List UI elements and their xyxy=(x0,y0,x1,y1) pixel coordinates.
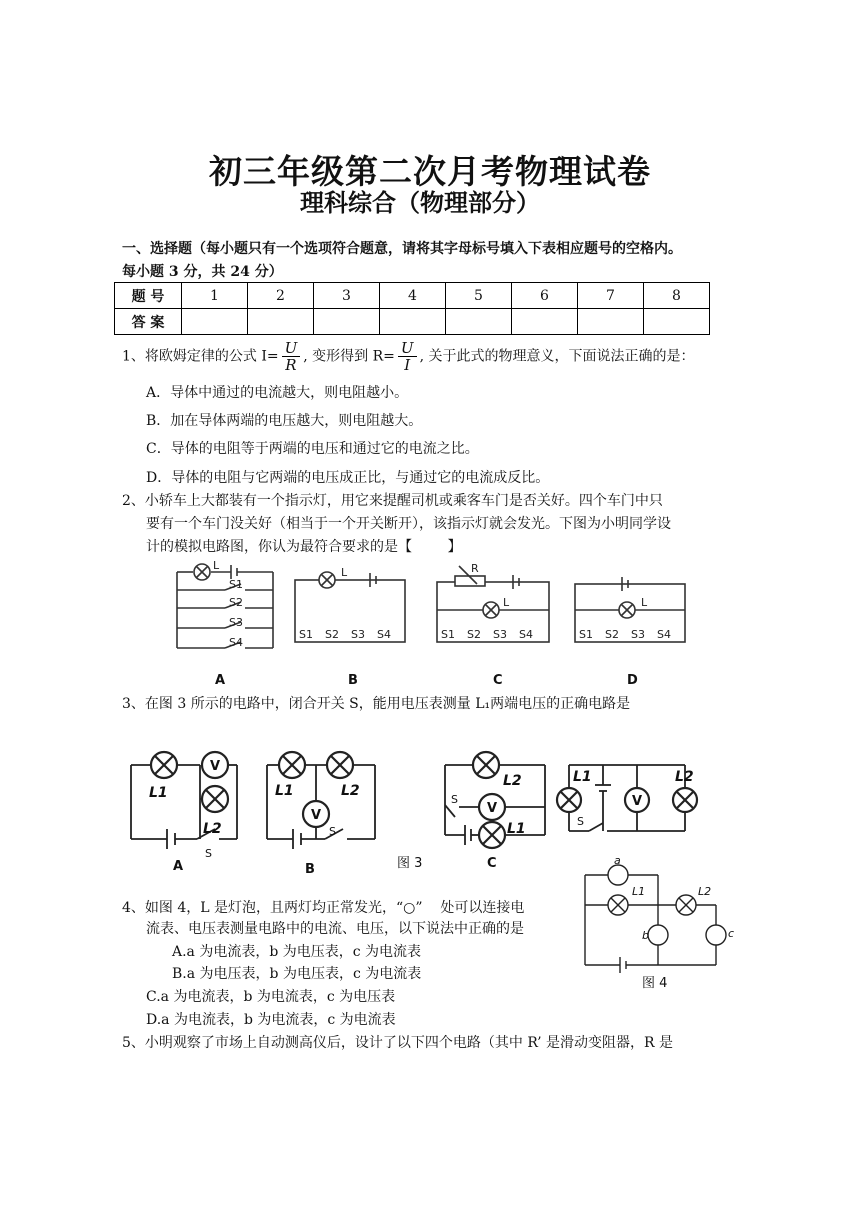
lamp-l1-label: L1 xyxy=(149,785,168,801)
switch-label: S1 xyxy=(441,628,455,641)
voltmeter-label: V xyxy=(486,801,498,816)
page-subtitle: 理科综合（物理部分） xyxy=(300,188,540,217)
section-heading-line1: 一、选择题（每小题只有一个选项符合题意，请将其字母标号填入下表相应题号的空格内。 xyxy=(122,241,682,257)
q1-suffix: , 关于此式的物理意义，下面说法正确的是： xyxy=(419,348,695,365)
q4-option-c: C.a 为电流表，b 为电流表，c 为电压表 xyxy=(146,989,396,1005)
lamp-icon xyxy=(151,752,177,778)
q1-middle: , 变形得到 R= xyxy=(303,348,395,365)
answer-cell-4[interactable] xyxy=(380,309,446,335)
answer-cell-1[interactable] xyxy=(182,309,248,335)
fraction-numerator: U xyxy=(282,340,301,357)
lamp-icon xyxy=(327,752,353,778)
figure-label-a: A xyxy=(215,673,226,688)
lamp-l2-label: L2 xyxy=(203,821,222,837)
q2-circuit-figure xyxy=(165,560,705,690)
answer-cell-7[interactable] xyxy=(578,309,644,335)
switch-label: S4 xyxy=(229,636,243,649)
lamp-l1-icon xyxy=(608,895,628,915)
answer-cell-8[interactable] xyxy=(644,309,710,335)
switch-label: S3 xyxy=(351,628,365,641)
lamp-icon xyxy=(479,822,505,848)
switch-label: S2 xyxy=(605,628,619,641)
meter-b-icon xyxy=(648,925,668,945)
switch-label: S1 xyxy=(229,578,243,591)
fraction-denominator: I xyxy=(404,356,411,374)
answer-cell-6[interactable] xyxy=(512,309,578,335)
switch-label: S1 xyxy=(299,628,313,641)
answer-table-answer-row xyxy=(115,309,710,335)
figure-label-b: B xyxy=(348,673,358,688)
meter-c-label: c xyxy=(728,927,735,940)
answer-cell-5[interactable] xyxy=(446,309,512,335)
q2-line2: 要有一个车门没关好（相当于一个开关断开），该指示灯就会发光。下图为小明同学设 xyxy=(146,516,671,532)
figure-4 xyxy=(580,855,740,995)
switch-label: S1 xyxy=(579,628,593,641)
switch-label: S3 xyxy=(631,628,645,641)
figure-4-caption: 图 4 xyxy=(642,976,668,991)
table-cell: 4 xyxy=(380,283,446,309)
lamp-l1-label: L1 xyxy=(507,821,526,837)
section-heading xyxy=(122,238,842,284)
switch-label: S xyxy=(577,815,584,828)
table-cell: 5 xyxy=(446,283,512,309)
table-cell: 6 xyxy=(512,283,578,309)
switch-label: S2 xyxy=(467,628,481,641)
lamp-icon xyxy=(279,752,305,778)
lamp-l1-label: L1 xyxy=(573,769,592,785)
answer-cell-2[interactable] xyxy=(248,309,314,335)
switch-label: S xyxy=(205,847,212,860)
table-cell: 7 xyxy=(578,283,644,309)
figure-label-c: C xyxy=(493,673,503,688)
lamp-label: L xyxy=(503,596,510,609)
meter-b-label: b xyxy=(642,929,649,942)
switch-label: S4 xyxy=(519,628,533,641)
answer-table-number-row xyxy=(115,283,710,309)
lamp-label: L xyxy=(341,566,348,579)
table-cell: 8 xyxy=(644,283,710,309)
fraction-denominator: R xyxy=(285,356,297,374)
formula-fraction-1 xyxy=(282,340,301,373)
switch-label: S xyxy=(451,793,458,806)
lamp-l1-label: L1 xyxy=(275,783,294,799)
q5-stem: 5、小明观察了市场上自动测高仪后，设计了以下四个电路（其中 R’ 是滑动变阻器，R 是 xyxy=(122,1035,674,1051)
meter-a-label: a xyxy=(614,855,621,867)
question-1-stem xyxy=(122,340,842,373)
figure-label-d: D xyxy=(627,673,638,688)
q1-option-c: C．导体的电阻等于两端的电压和通过它的电流之比。 xyxy=(146,441,479,457)
row-label-answer: 答 案 xyxy=(115,309,182,335)
voltmeter-label: V xyxy=(631,794,643,809)
q4-option-d: D.a 为电流表，b 为电流表，c 为电流表 xyxy=(146,1012,396,1028)
q1-option-a: A．导体中通过的电流越大，则电阻越小。 xyxy=(146,385,409,401)
switch-label: S4 xyxy=(377,628,391,641)
lamp-l2-label: L2 xyxy=(675,769,694,785)
switch-label: S xyxy=(329,825,336,838)
meter-a-icon xyxy=(608,865,628,885)
q4-option-a: A.a 为电流表，b 为电压表，c 为电流表 xyxy=(172,944,422,960)
figure-label-b: B xyxy=(305,862,315,875)
lamp-icon xyxy=(673,788,697,812)
q1-option-b: B．加在导体两端的电压越大，则电阻越大。 xyxy=(146,413,423,429)
table-cell: 2 xyxy=(248,283,314,309)
lamp-icon xyxy=(202,786,228,812)
lamp-l2-icon xyxy=(676,895,696,915)
lamp-icon xyxy=(557,788,581,812)
q4-option-b: B.a 为电压表，b 为电压表，c 为电流表 xyxy=(172,966,422,982)
q4-line2: 流表、电压表测量电路中的电流、电压，以下说法中正确的是 xyxy=(146,921,524,937)
voltmeter-label: V xyxy=(310,808,322,823)
switch-label: S4 xyxy=(657,628,671,641)
formula-fraction-2 xyxy=(398,340,417,373)
q1-prefix: 1、将欧姆定律的公式 I= xyxy=(122,348,279,365)
circuit-a xyxy=(177,564,273,648)
q4-line1: 4、如图 4，L 是灯泡，且两灯均正常发光，“○” 处可以连接电 xyxy=(122,900,525,916)
lamp-l2-label: L2 xyxy=(698,885,712,898)
resistor-label: R xyxy=(471,562,479,575)
answer-table xyxy=(114,282,710,335)
row-label-number: 题 号 xyxy=(115,283,182,309)
switch-label: S2 xyxy=(325,628,339,641)
lamp-icon xyxy=(473,752,499,778)
answer-cell-3[interactable] xyxy=(314,309,380,335)
voltmeter-label: V xyxy=(209,759,221,774)
switch-label: S2 xyxy=(229,596,243,609)
switch-label: S3 xyxy=(229,616,243,629)
lamp-l2-label: L2 xyxy=(341,783,360,799)
switch-label: S3 xyxy=(493,628,507,641)
fraction-numerator: U xyxy=(398,340,417,357)
q3-stem: 3、在图 3 所示的电路中，闭合开关 S，能用电压表测量 L₁两端电压的正确电路是 xyxy=(122,696,631,712)
lamp-l2-label: L2 xyxy=(503,773,522,789)
table-cell: 1 xyxy=(182,283,248,309)
figure-3-caption: 图 3 xyxy=(397,856,423,871)
lamp-l1-label: L1 xyxy=(632,885,646,898)
section-heading-line2: 每小题 3 分，共 24 分） xyxy=(122,264,283,280)
q1-option-d: D．导体的电阻与它两端的电压成正比，与通过它的电流成反比。 xyxy=(146,470,550,486)
page-title: 初三年级第二次月考物理试卷 xyxy=(209,152,651,191)
meter-c-icon xyxy=(706,925,726,945)
figure-label-c: C xyxy=(487,856,497,871)
figure-label-a: A xyxy=(173,859,184,874)
lamp-label: L xyxy=(641,596,648,609)
table-cell: 3 xyxy=(314,283,380,309)
q2-line1: 2、小轿车上大都装有一个指示灯，用它来提醒司机或乘客车门是否关好。四个车门中只 xyxy=(122,493,663,509)
lamp-label: L xyxy=(213,560,220,572)
q2-line3: 计的模拟电路图，你认为最符合要求的是【 】 xyxy=(146,539,462,555)
